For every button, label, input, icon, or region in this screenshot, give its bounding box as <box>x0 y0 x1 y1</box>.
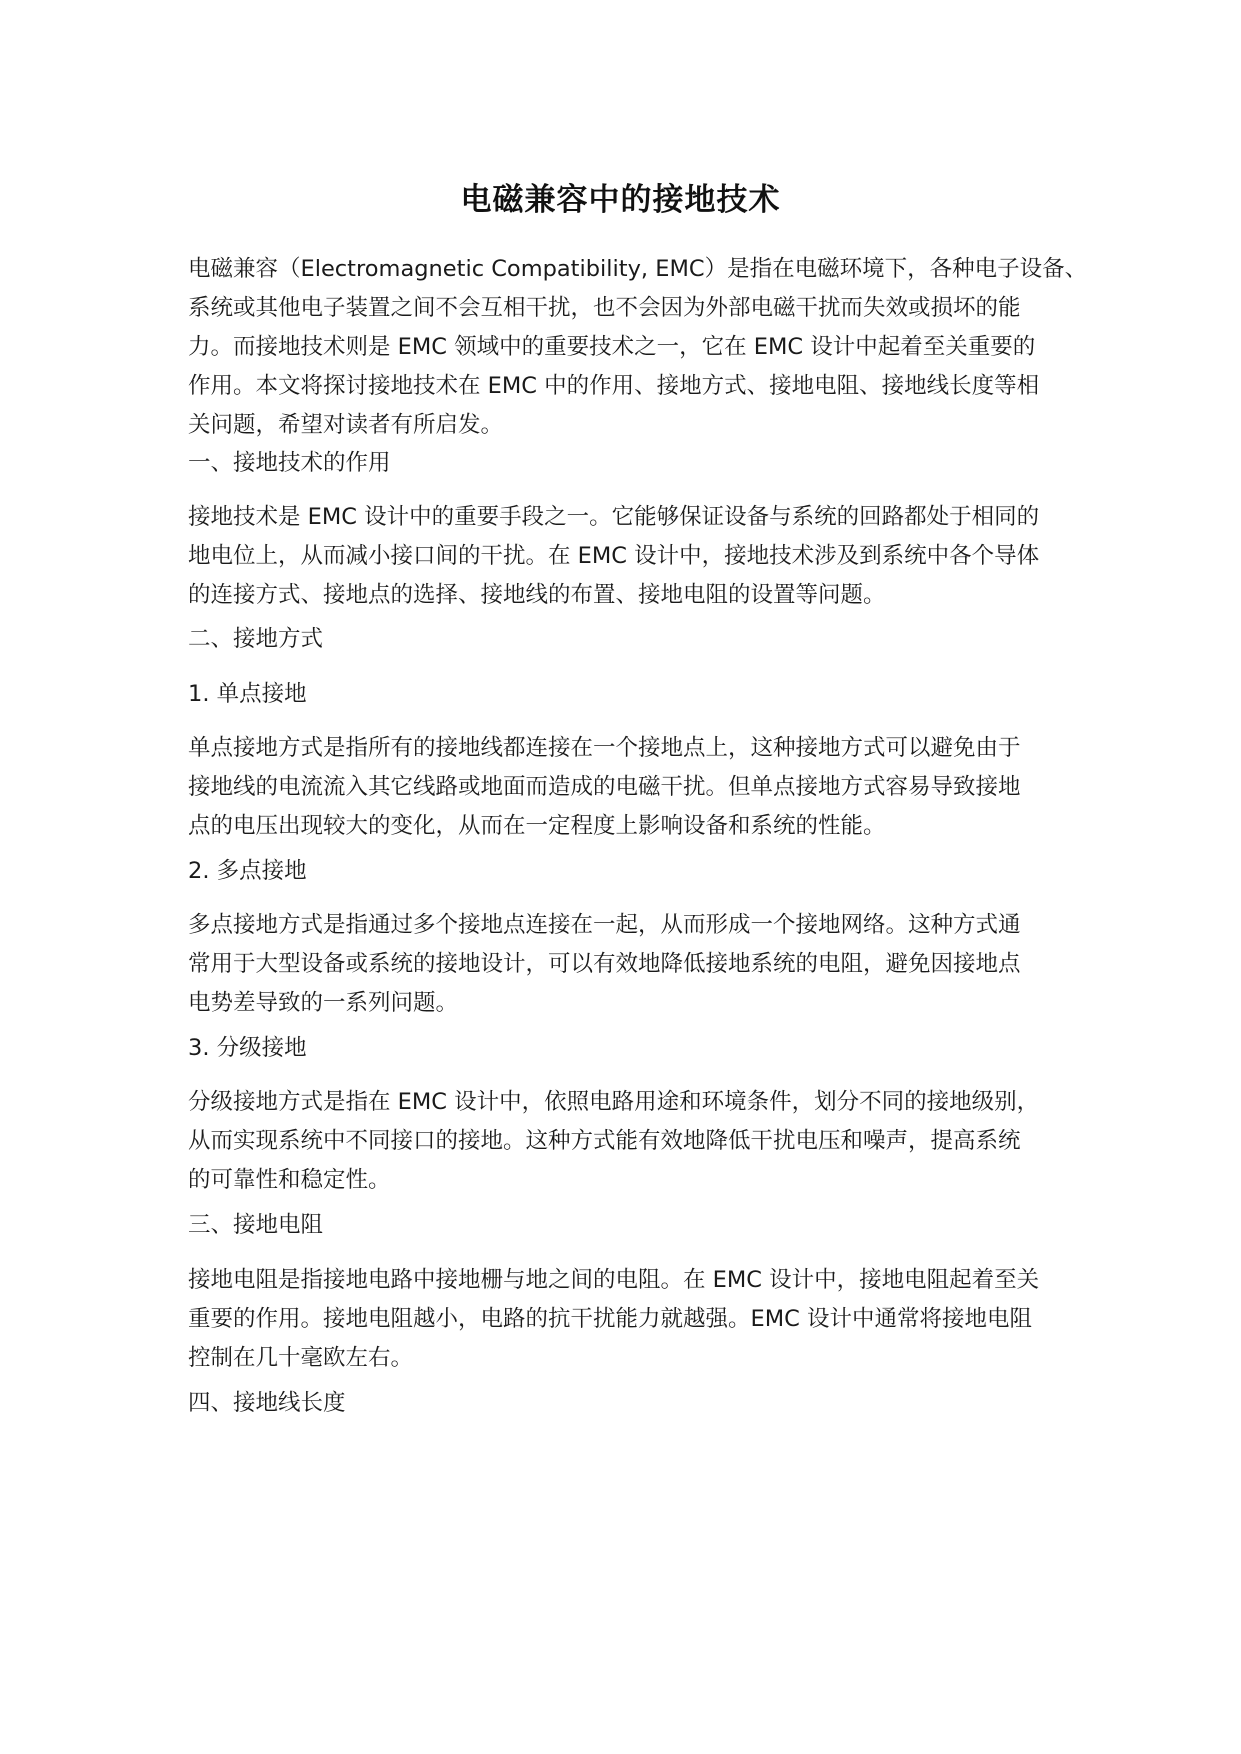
section-paragraph <box>188 1261 1054 1378</box>
paragraph-line: 点的电压出现较大的变化，从而在一定程度上影响设备和系统的性能。 <box>188 813 886 839</box>
intro-paragraph <box>188 250 1088 445</box>
section-heading: 二、接地方式 <box>188 626 324 652</box>
paragraph-line: 关问题，希望对读者有所启发。 <box>188 412 504 438</box>
document-title: 电磁兼容中的接地技术 <box>460 182 781 218</box>
paragraph-line: 的可靠性和稳定性。 <box>188 1167 391 1193</box>
paragraph-line: 控制在几十毫欧左右。 <box>188 1345 414 1371</box>
section-paragraph <box>188 498 1054 615</box>
section-paragraph <box>188 906 1054 1023</box>
section-heading: 一、接地技术的作用 <box>188 450 391 476</box>
paragraph-line: 力。而接地技术则是 EMC 领域中的重要技术之一，它在 EMC 设计中起着至关重要的 <box>188 334 1036 360</box>
subsection-heading: 3. 分级接地 <box>188 1035 307 1061</box>
paragraph-line: 的连接方式、接地点的选择、接地线的布置、接地电阻的设置等问题。 <box>188 582 886 608</box>
paragraph-line: 电磁兼容（Electromagnetic Compatibility, EMC）是指在电磁环境下，各种电子设备、 <box>188 256 1088 282</box>
paragraph-line: 接地技术是 EMC 设计中的重要手段之一。它能够保证设备与系统的回路都处于相同的 <box>188 504 1040 530</box>
paragraph-line: 作用。本文将探讨接地技术在 EMC 中的作用、接地方式、接地电阻、接地线长度等相 <box>188 373 1040 399</box>
paragraph-line: 接地线的电流流入其它线路或地面而造成的电磁干扰。但单点接地方式容易导致接地 <box>188 774 1021 800</box>
paragraph-line: 常用于大型设备或系统的接地设计，可以有效地降低接地系统的电阻，避免因接地点 <box>188 951 1021 977</box>
section-paragraph <box>188 1083 1054 1200</box>
paragraph-line: 电势差导致的一系列问题。 <box>188 990 459 1016</box>
subsection-heading: 1. 单点接地 <box>188 681 307 707</box>
paragraph-line: 从而实现系统中不同接口的接地。这种方式能有效地降低干扰电压和噪声，提高系统 <box>188 1128 1021 1154</box>
paragraph-line: 单点接地方式是指所有的接地线都连接在一个接地点上，这种接地方式可以避免由于 <box>188 735 1021 761</box>
paragraph-line: 重要的作用。接地电阻越小，电路的抗干扰能力就越强。EMC 设计中通常将接地电阻 <box>188 1306 1032 1332</box>
paragraph-line: 地电位上，从而减小接口间的干扰。在 EMC 设计中，接地技术涉及到系统中各个导体 <box>188 543 1040 569</box>
paragraph-line: 分级接地方式是指在 EMC 设计中，依照电路用途和环境条件，划分不同的接地级别， <box>188 1089 1040 1115</box>
subsection-heading: 2. 多点接地 <box>188 858 307 884</box>
paragraph-line: 多点接地方式是指通过多个接地点连接在一起，从而形成一个接地网络。这种方式通 <box>188 912 1021 938</box>
section-paragraph <box>188 729 1054 846</box>
paragraph-line: 接地电阻是指接地电路中接地栅与地之间的电阻。在 EMC 设计中，接地电阻起着至关 <box>188 1267 1040 1293</box>
section-heading: 三、接地电阻 <box>188 1212 324 1238</box>
section-heading: 四、接地线长度 <box>188 1390 346 1416</box>
paragraph-line: 系统或其他电子装置之间不会互相干扰，也不会因为外部电磁干扰而失效或损坏的能 <box>188 295 1021 321</box>
